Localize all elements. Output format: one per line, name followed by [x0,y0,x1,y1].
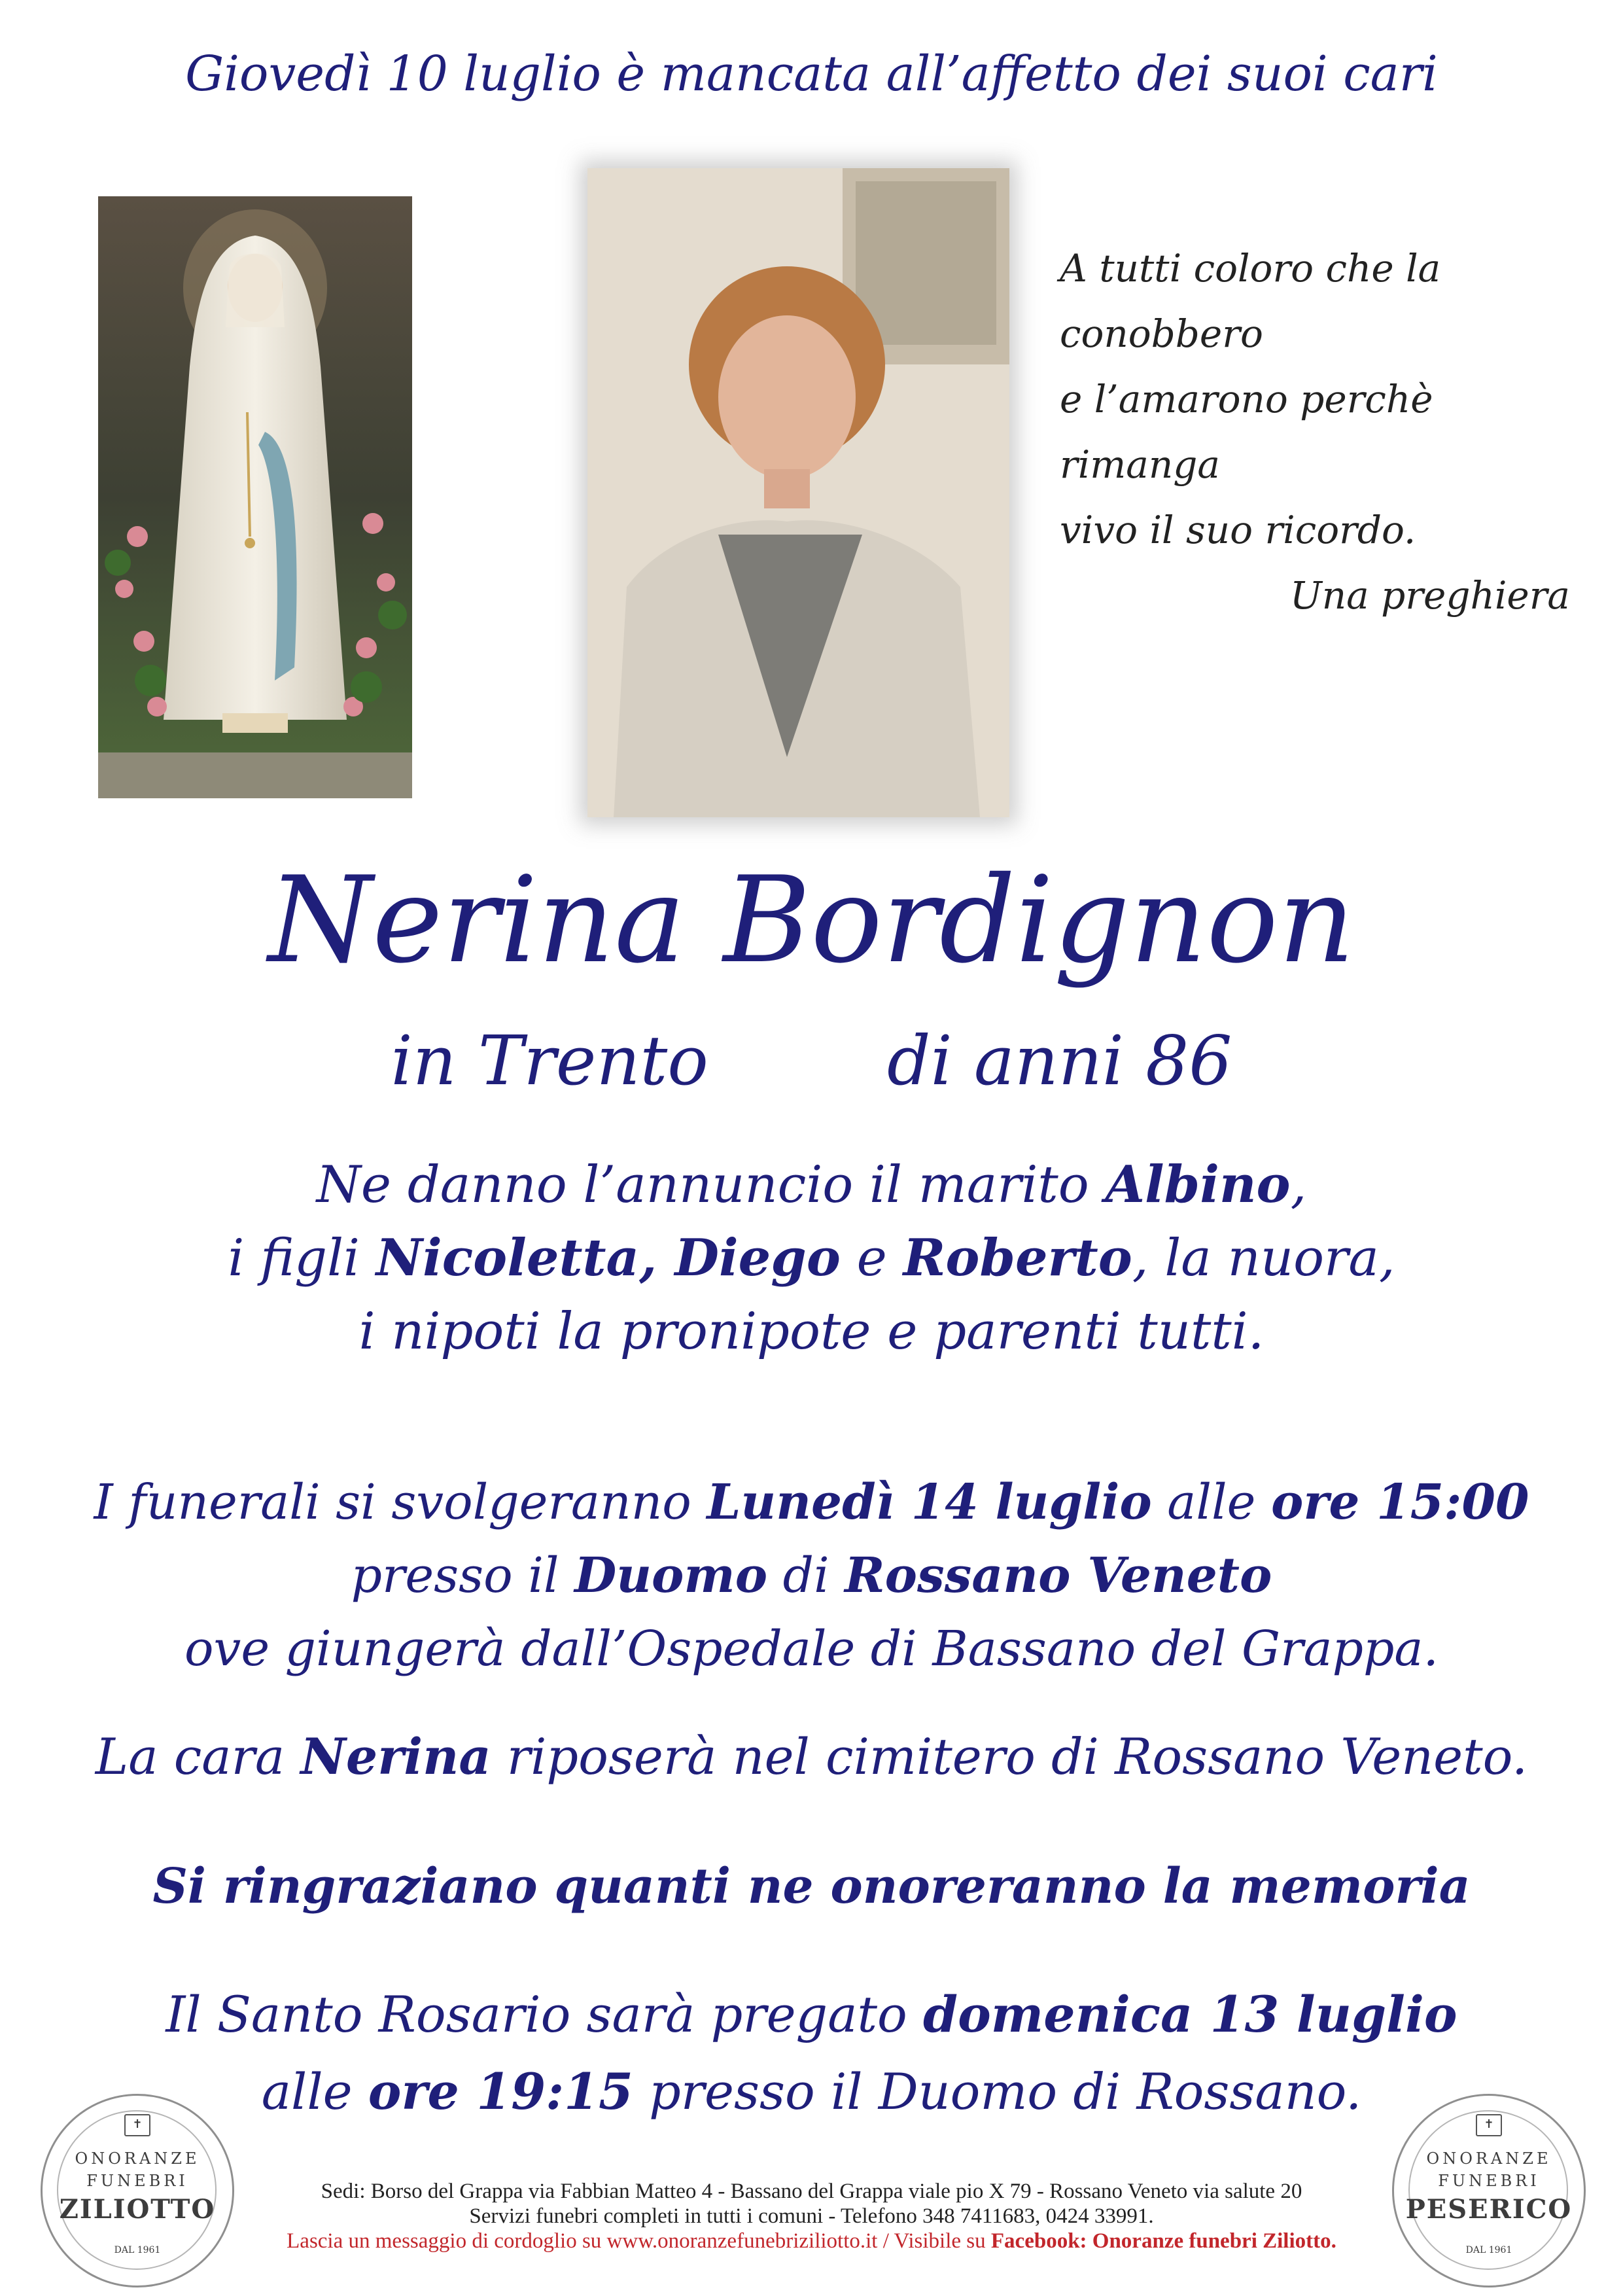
text: , la nuora, [1132,1229,1395,1288]
footer-info [0,2179,1623,2253]
footer-website [0,2229,1623,2253]
text: alle [1151,1474,1271,1530]
deceased-name: Nerina Bordignon [268,851,1355,989]
rosary-info [0,1976,1623,2130]
logo-text: ONORANZE [1426,2149,1552,2168]
announcement-line [0,1148,1623,1222]
text: La cara [95,1727,301,1786]
logo-since: DAL 1961 [114,2245,161,2255]
logo-text: FUNEBRI [86,2172,188,2190]
text: I funerali si svolgeranno [94,1474,707,1530]
announcement-line [0,1222,1623,1295]
logo-since: DAL 1961 [1465,2245,1512,2255]
dedication-line: vivo il suo ricordo. [1060,508,1416,552]
rosary-line [0,2053,1623,2130]
town-name: Rossano Veneto [845,1547,1272,1604]
thanks-line: Si ringraziano quanti ne onoreranno la memoria [152,1858,1471,1915]
funeral-info [0,1466,1623,1686]
children-names: Nicoletta, Diego [375,1228,841,1288]
funeral-line: ove giungerà dall’Ospedale di Bassano del Grappa. [184,1621,1439,1677]
dedication-signature: Una preghiera [1289,573,1570,618]
logo-name: PESERICO [1405,2194,1573,2225]
text: presso il Duomo di Rossano. [633,2062,1362,2121]
burial-info [0,1727,1623,1786]
logo-text: ONORANZE [75,2149,200,2168]
footer-addresses: Sedi: Borso del Grappa via Fabbian Matteo 4 - Bassano del Grappa viale pio X 79 - Rossano Veneto via salute 20 [321,2180,1302,2203]
text: riposerà nel cimitero di Rossano Veneto. [491,1727,1528,1786]
text: , [1290,1156,1307,1214]
footer-phone: Servizi funebri completi in tutti i comuni - Telefono 348 7411683, 0424 33991. [469,2204,1154,2228]
book-cross-icon: ✝ [124,2114,150,2136]
dedication-line: A tutti coloro che la conobbero [1060,246,1441,356]
logo-name: ZILIOTTO [59,2194,216,2225]
announcement-header: Giovedì 10 luglio è mancata all’affetto dei suoi cari [185,46,1438,102]
announcement-line: i nipoti la pronipote e parenti tutti. [358,1302,1265,1361]
deceased-details [0,1021,1623,1101]
book-cross-icon: ✝ [1476,2114,1502,2136]
rosary-time: ore 19:15 [368,2062,633,2121]
text: presso il [351,1547,575,1604]
dedication-text [1060,236,1596,628]
funeral-time: ore 15:00 [1270,1474,1529,1530]
family-announcement [0,1148,1623,1368]
married-name: in Trento [391,1021,708,1101]
church-name: Duomo [574,1547,768,1604]
text: alle [261,2062,368,2121]
text: Il Santo Rosario sarà pregato [166,1985,923,2043]
logo-text: FUNEBRI [1438,2172,1540,2190]
text: di [767,1547,845,1604]
text: i figli [228,1229,376,1288]
deceased-first-name: Nerina [300,1727,491,1786]
portrait-photo [587,168,1009,817]
husband-name: Albino [1105,1155,1291,1214]
madonna-image [98,196,412,798]
age: di anni 86 [886,1021,1232,1101]
child-name: Roberto [903,1228,1132,1288]
text: e [840,1229,903,1288]
funeral-line [0,1539,1623,1612]
funeral-date: Lunedì 14 luglio [707,1474,1152,1530]
text: Lascia un messaggio di cordoglio su www.onoranzefunebriziliotto.it / Visibile su [287,2229,991,2253]
rosary-line [0,1976,1623,2053]
facebook-link[interactable]: Facebook: Onoranze funebri Ziliotto. [990,2229,1336,2253]
text: Ne danno l’annuncio il marito [316,1156,1106,1214]
dedication-line: e l’amarono perchè rimanga [1060,377,1433,487]
funeral-line [0,1466,1623,1539]
rosary-date: domenica 13 luglio [922,1985,1457,2043]
